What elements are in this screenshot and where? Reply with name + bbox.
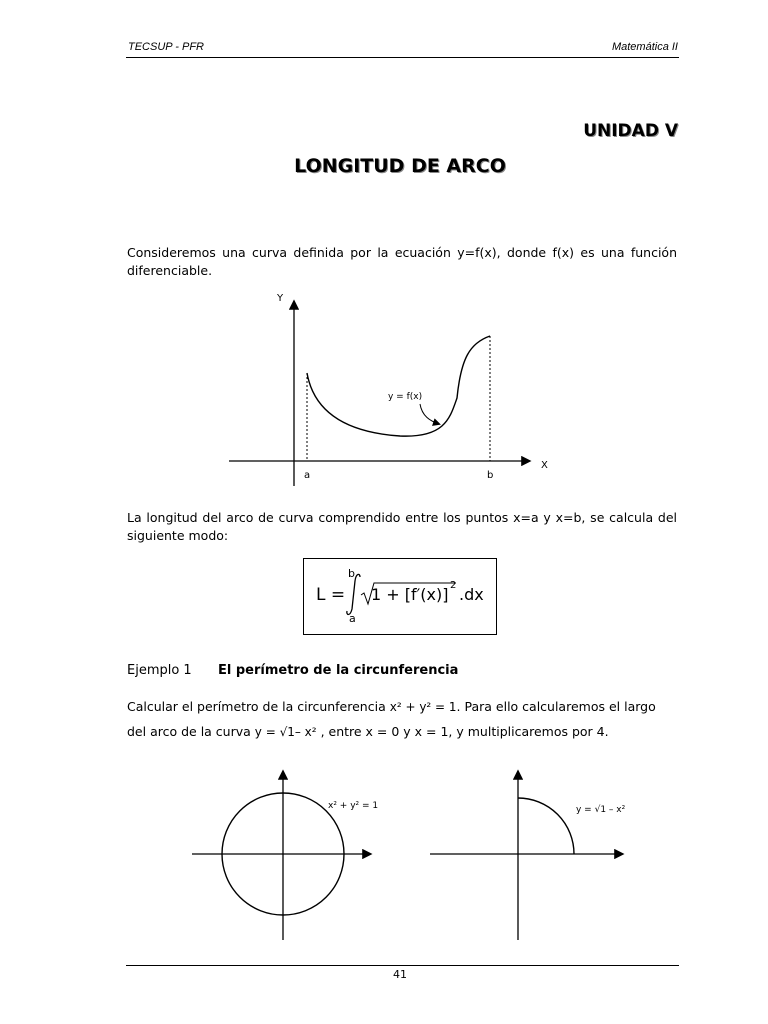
integral-sign [347,574,360,614]
header-left: TECSUP - PFR [128,41,204,53]
page-number: 41 [393,968,407,981]
quarter-circle-arc [518,798,574,854]
x-axis-label: X [541,460,548,471]
example-label: Ejemplo 1 [127,663,192,678]
example-line-1-text-a: Calcular el perímetro de la circunferencia [127,699,386,714]
formula [304,559,496,634]
example-title: El perímetro de la circunferencia [218,663,459,678]
formula-integrand: 1 + [f′(x)] [371,585,449,604]
formula-box [303,558,497,635]
formula-dx: .dx [459,585,484,604]
example-line-2-text-a: del arco de la curva [127,724,251,739]
header-right: Matemática II [611,41,678,53]
quarter-circle-figure [426,768,656,943]
example-line-1 [127,698,677,716]
circle-figure [190,768,400,943]
formula-lower: a [349,612,356,625]
formula-upper: b [348,567,355,580]
label-a: a [304,470,311,481]
circle-label: x² + y² = 1 [328,801,379,811]
curve-label-arrow [420,404,439,424]
arc-length-figure [225,288,555,488]
footer-rule [126,965,679,966]
formula-exp: 2 [450,580,457,591]
label-b: b [487,470,494,481]
curve [307,336,490,436]
example-line-1-math: x² + y² = 1 [389,700,457,714]
example-line-1-text-b: . Para ello calcularemos el largo [456,699,656,714]
example-line-2 [127,723,677,741]
example-line-2-text-b: , entre x = 0 y x = 1, y multiplicaremos por 4. [320,724,609,739]
curve-label: y = f(x) [388,392,423,402]
intro-paragraph: Consideremos una curva definida por la ecuación y=f(x), donde f(x) es una función diferenciable. [127,245,677,278]
page-title: LONGITUD DE ARCO [294,155,506,177]
y-axis-label: Y [277,293,284,304]
paragraph-2: La longitud del arco de curva comprendido entre los puntos x=a y x=b, se calcula del siguiente modo: [127,510,677,543]
header-rule [126,57,679,58]
quarter-circle-label: y = √1 – x² [576,805,626,815]
unit-heading: UNIDAD V [583,121,678,141]
example-line-2-math: y = √1– x² [254,725,317,739]
formula-L: L = [316,585,346,605]
